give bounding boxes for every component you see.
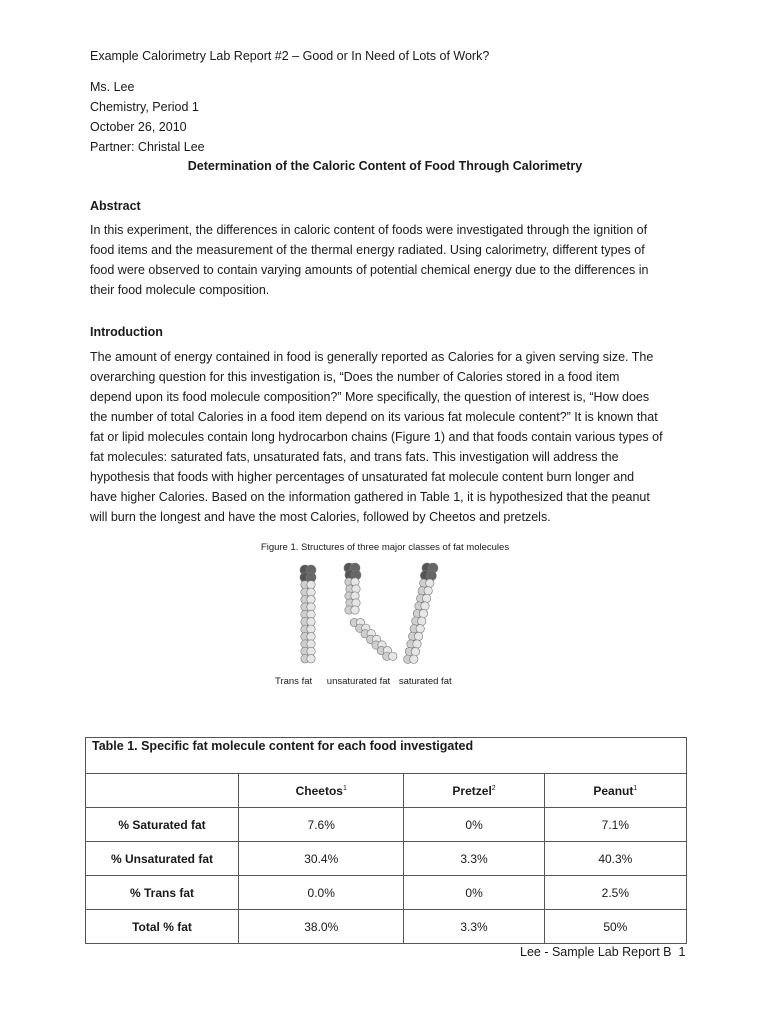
- intro-line: hypothesis that foods with higher percentages of unsaturated fat molecule content burn longer and: [90, 470, 635, 484]
- atom: [421, 602, 429, 610]
- atom: [422, 594, 430, 602]
- introduction-body: [90, 347, 682, 527]
- intro-line: fat molecules: saturated fats, unsaturated fats, and trans fats. This investigation will address the: [90, 450, 619, 464]
- page-number: 1: [678, 945, 686, 959]
- column-name: Peanut: [593, 783, 634, 798]
- column-header: [404, 774, 544, 808]
- figure-caption: Figure 1. Structures of three major classes of fat molecules: [260, 542, 510, 553]
- introduction-heading: Introduction: [90, 325, 163, 339]
- table-row: [86, 842, 687, 876]
- footnote-mark: 1: [633, 784, 638, 792]
- row-label: % Unsaturated fat: [86, 842, 239, 876]
- table-cell: 50%: [544, 910, 686, 944]
- column-name: Cheetos: [295, 783, 343, 798]
- report-title: Determination of the Caloric Content of Food Through Calorimetry: [187, 159, 583, 173]
- table-cell: 0.0%: [239, 876, 404, 910]
- atom: [307, 655, 315, 663]
- table-row: [86, 910, 687, 944]
- table-cell: 7.1%: [544, 808, 686, 842]
- document-header-title: Example Calorimetry Lab Report #2 – Good or In Need of Lots of Work?: [90, 49, 490, 63]
- footer-text: Lee - Sample Lab Report B: [520, 945, 672, 959]
- table-cell: 38.0%: [239, 910, 404, 944]
- atom: [426, 579, 434, 587]
- table-row: [86, 876, 687, 910]
- label-saturated-fat: saturated fat: [398, 676, 452, 687]
- atom: [424, 587, 432, 595]
- abstract-line: food items and the measurement of the thermal energy radiated. Using calorimetry, different types of: [90, 243, 645, 257]
- table-cell: 7.6%: [239, 808, 404, 842]
- atom: [414, 632, 422, 640]
- author-meta: [90, 77, 690, 157]
- intro-line: overarching question for this investigation is, “Does the number of Calories stored in a food item: [90, 370, 620, 384]
- table-cell: 0%: [404, 876, 544, 910]
- table-cell: 3.3%: [404, 910, 544, 944]
- intro-line: the number of total Calories in a food item depend on its various fat molecule content?” It is known that: [90, 410, 658, 424]
- table-cell: 30.4%: [239, 842, 404, 876]
- abstract-line: their food molecule composition.: [90, 283, 270, 297]
- footnote-mark: 1: [342, 784, 347, 792]
- table-cell: 3.3%: [404, 842, 544, 876]
- intro-line: have higher Calories. Based on the information gathered in Table 1, it is hypothesized that the peanut: [90, 490, 650, 504]
- fat-content-table: [85, 737, 687, 944]
- row-label: % Trans fat: [86, 876, 239, 910]
- table-row: [86, 808, 687, 842]
- abstract-body: [90, 220, 678, 300]
- figure-labels: [275, 676, 452, 687]
- atom: [413, 640, 421, 648]
- table-cell: 40.3%: [544, 842, 686, 876]
- atom: [416, 625, 424, 633]
- teacher-name: Ms. Lee: [90, 80, 135, 94]
- page-footer: [520, 945, 685, 959]
- atom: [411, 647, 419, 655]
- unsaturated-fat-molecule: [344, 563, 397, 660]
- table-cell: 0%: [404, 808, 544, 842]
- saturated-fat-molecule: [404, 563, 438, 663]
- abstract-heading: Abstract: [90, 199, 141, 213]
- footnote-mark: 2: [491, 784, 496, 792]
- column-header: [544, 774, 686, 808]
- atom: [418, 617, 426, 625]
- atom: [351, 606, 359, 614]
- abstract-line: food were observed to contain varying amounts of potential chemical energy due to the differences in: [90, 263, 649, 277]
- column-name: Pretzel: [452, 783, 492, 798]
- row-label: Total % fat: [86, 910, 239, 944]
- label-unsaturated-fat: unsaturated fat: [326, 676, 391, 687]
- atom: [389, 652, 397, 660]
- abstract-line: In this experiment, the differences in caloric content of foods were investigated through the ignition of: [90, 223, 648, 237]
- intro-line: The amount of energy contained in food is generally reported as Calories for a given serving size. The: [90, 350, 654, 364]
- table-cell: 2.5%: [544, 876, 686, 910]
- intro-line: depend upon its food molecule composition?” More specifically, the question of interest is, “How does: [90, 390, 650, 404]
- report-date: October 26, 2010: [90, 120, 187, 134]
- partner-name: Partner: Christal Lee: [90, 140, 205, 154]
- intro-line: fat or lipid molecules contain long hydrocarbon chains (Figure 1) and that foods contain various types of: [90, 430, 663, 444]
- row-label: % Saturated fat: [86, 808, 239, 842]
- trans-fat-molecule: [300, 565, 316, 663]
- fat-molecules-image: [280, 558, 450, 676]
- class-period: Chemistry, Period 1: [90, 100, 199, 114]
- table-corner-cell: [86, 774, 239, 808]
- atom: [410, 655, 418, 663]
- label-trans-fat: Trans fat: [275, 676, 313, 687]
- column-header: [239, 774, 404, 808]
- intro-line: will burn the longest and have the most Calories, followed by Cheetos and pretzels.: [90, 510, 551, 524]
- table-caption: Table 1. Specific fat molecule content for each food investigated: [86, 738, 687, 774]
- atom: [419, 609, 427, 617]
